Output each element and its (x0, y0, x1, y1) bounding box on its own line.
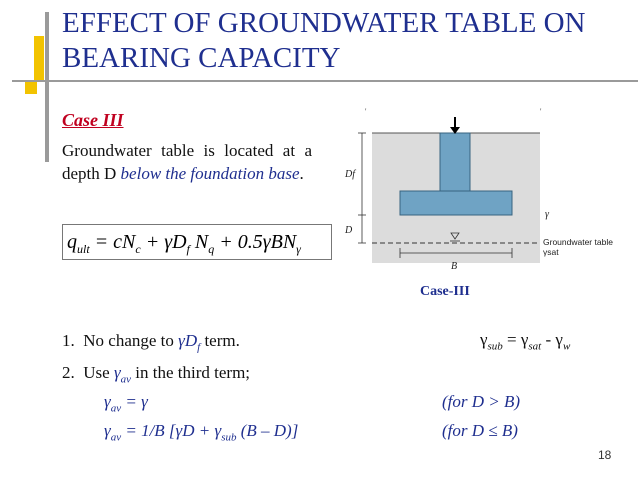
gamma-av-equation-1 (104, 392, 148, 414)
eq-rhs: = γ (121, 392, 148, 411)
formula-n-sub: q (208, 242, 215, 256)
gamma-av-equation-2 (104, 421, 298, 443)
page-number: 18 (598, 448, 612, 462)
eq-rhs-2: (B – D)] (236, 421, 299, 440)
formula-term-2: + γD (140, 231, 187, 253)
list-text: Use (83, 363, 114, 383)
label-df: Df (345, 169, 355, 180)
list-text: No change to (83, 331, 179, 350)
figure-caption: Case-III (420, 284, 470, 299)
list-symbol-sub: f (197, 341, 201, 354)
footing-column (440, 133, 470, 195)
eq-lhs: γ (104, 421, 111, 440)
list-item (62, 360, 250, 392)
paragraph-text: Groundwater table is located at a depth D (62, 141, 312, 183)
list-text-end: in the third term; (131, 363, 251, 383)
svg-text:': ' (365, 107, 367, 116)
formula-q-sub: ult (77, 242, 90, 256)
paragraph-italic: below the foundation base (120, 164, 300, 183)
formula-f-sub: f (186, 242, 190, 256)
formula-c-sub: c (135, 242, 141, 256)
footing-base (400, 191, 512, 215)
slide-title: EFFECT OF GROUNDWATER TABLE ON BEARING CAPACITY (62, 7, 586, 74)
formula-term-1: = cN (89, 231, 136, 253)
list-number: 1. (62, 331, 75, 350)
vertical-rule (45, 12, 49, 162)
eq-lhs-sub: av (110, 402, 122, 415)
eq-rhs-sub: sub (221, 431, 237, 444)
eq-lhs: γ (104, 392, 111, 411)
eq-minus: - γ (541, 330, 563, 349)
label-b: B (451, 261, 458, 272)
case-heading: Case III (62, 110, 124, 130)
list-text-end: term. (200, 331, 240, 350)
label-gamma: γ (545, 209, 549, 220)
eq-sub-1: sub (487, 340, 503, 353)
formula-term-4: + 0.5γBN (214, 231, 297, 253)
svg-text:': ' (540, 107, 542, 116)
condition-1: (for D > B) (442, 392, 521, 411)
eq-gamma: γ (480, 330, 488, 349)
eq-rhs-1: = 1/B [γD + γ (121, 421, 222, 440)
horizontal-rule (12, 80, 638, 82)
paragraph-end: . (299, 164, 304, 183)
list-symbol: γ (113, 363, 121, 383)
accent-square (25, 82, 37, 94)
label-groundwater-table: Groundwater table (543, 237, 613, 247)
eq-sub-2: sat (528, 340, 542, 353)
foundation-diagram (340, 105, 625, 285)
description-paragraph (62, 139, 312, 185)
accent-bar (34, 36, 44, 82)
eq-equals: = γ (502, 330, 529, 349)
list-item (62, 328, 250, 360)
condition-2: (for D ≤ B) (442, 421, 518, 440)
list-symbol-sub: av (120, 373, 132, 386)
label-gamma-sat: γsat (543, 247, 559, 257)
gamma-sub-equation (480, 330, 570, 352)
label-d: D (345, 225, 353, 236)
bearing-capacity-formula (62, 224, 332, 260)
list-number: 2. (62, 363, 75, 383)
eq-sub-3: w (562, 340, 571, 353)
list-symbol: γD (178, 331, 198, 350)
eq-lhs-sub: av (110, 431, 122, 444)
steps-list (62, 328, 250, 393)
formula-q: q (67, 231, 77, 253)
formula-gamma-sub: γ (296, 242, 301, 256)
formula-term-3: N (189, 231, 209, 253)
diagram-graphics (358, 107, 542, 263)
